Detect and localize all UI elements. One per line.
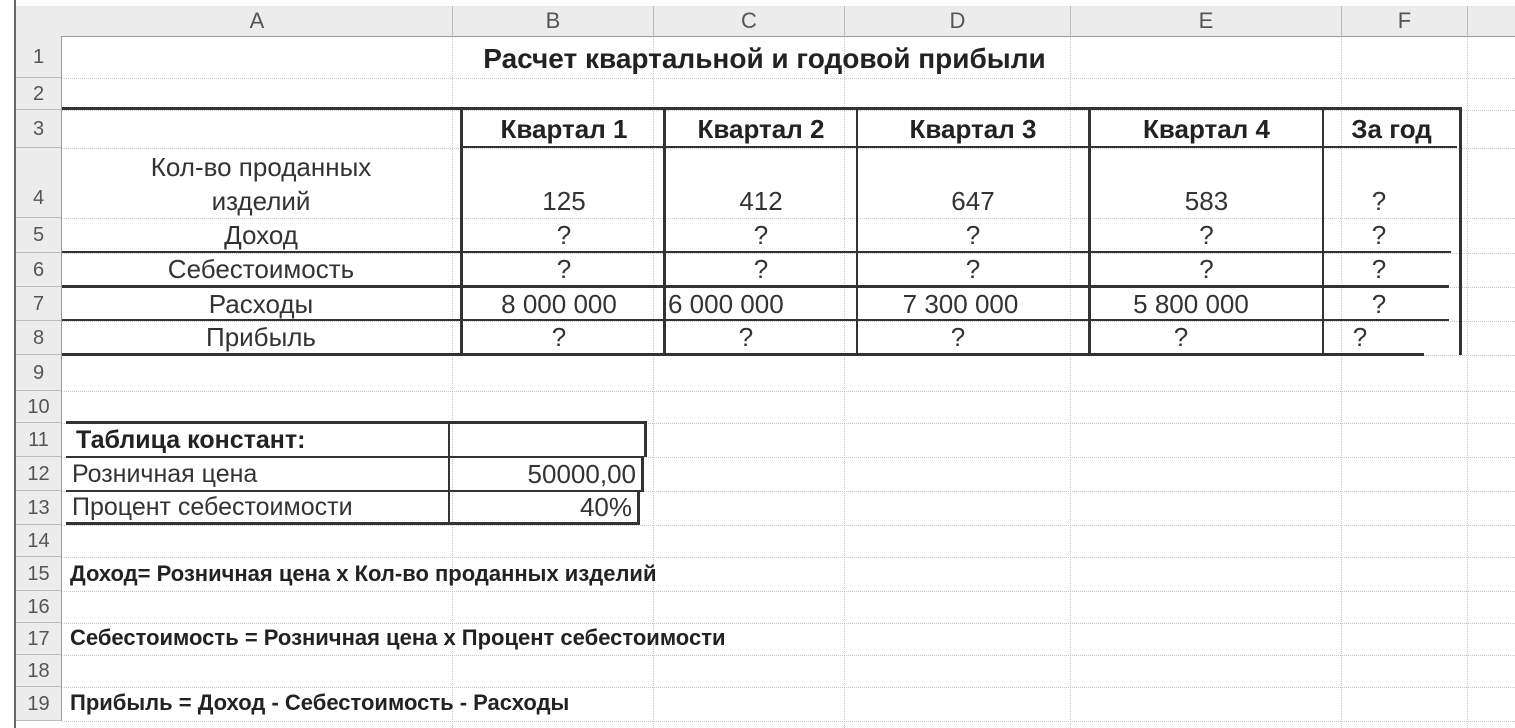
- row-header-4[interactable]: 4: [16, 148, 62, 218]
- expenses-q1[interactable]: 8 000 000: [501, 289, 617, 319]
- qty-year[interactable]: ?: [1371, 186, 1387, 216]
- label-expenses[interactable]: Расходы: [208, 289, 314, 319]
- income-year[interactable]: ?: [1371, 220, 1387, 250]
- header-year[interactable]: За год: [1351, 114, 1432, 144]
- constants-price-label[interactable]: Розничная цена: [72, 460, 258, 488]
- row-header-18[interactable]: 18: [16, 655, 62, 687]
- constants-percent-label[interactable]: Процент себестоимости: [72, 493, 353, 521]
- label-cost[interactable]: Себестоимость: [167, 254, 355, 284]
- row-header-16[interactable]: 16: [16, 591, 62, 623]
- cost-q3[interactable]: ?: [965, 254, 981, 284]
- label-qty-line2[interactable]: изделий: [211, 186, 311, 216]
- row-header-14[interactable]: 14: [16, 525, 62, 557]
- expenses-q2[interactable]: 6 000 000: [668, 289, 784, 319]
- constants-title[interactable]: Таблица констант:: [76, 426, 306, 454]
- qty-q2[interactable]: 412: [739, 186, 783, 216]
- label-profit[interactable]: Прибыль: [206, 322, 316, 352]
- income-q2[interactable]: ?: [753, 220, 769, 250]
- column-header-c[interactable]: C: [654, 6, 845, 37]
- sheet-title[interactable]: Расчет квартальной и годовой прибыли: [483, 43, 1046, 74]
- row-header-17[interactable]: 17: [16, 623, 62, 655]
- cost-q1[interactable]: ?: [556, 254, 572, 284]
- column-header-a[interactable]: A: [62, 6, 453, 37]
- label-income[interactable]: Доход: [224, 220, 298, 250]
- constants-percent-value[interactable]: 40%: [579, 492, 632, 522]
- column-header-corner[interactable]: [16, 6, 63, 37]
- expenses-q4[interactable]: 5 800 000: [1133, 289, 1249, 319]
- profit-year[interactable]: ?: [1352, 322, 1368, 352]
- row-header-13[interactable]: 13: [16, 491, 62, 525]
- row-header-19[interactable]: 19: [16, 687, 62, 721]
- row-header-15[interactable]: 15: [16, 557, 62, 591]
- income-q3[interactable]: ?: [965, 220, 981, 250]
- qty-q4[interactable]: 583: [1184, 186, 1229, 216]
- expenses-year[interactable]: ?: [1371, 289, 1387, 319]
- column-header-b[interactable]: B: [453, 6, 654, 37]
- label-qty-line1[interactable]: Кол-во проданных: [150, 152, 372, 182]
- qty-q1[interactable]: 125: [542, 186, 586, 216]
- header-quarter-1[interactable]: Квартал 1: [500, 114, 628, 144]
- column-header-d[interactable]: D: [845, 6, 1071, 37]
- cost-year[interactable]: ?: [1371, 254, 1387, 284]
- row-header-8[interactable]: 8: [16, 321, 62, 355]
- column-header-empty: [1468, 6, 1515, 37]
- cost-q2[interactable]: ?: [753, 254, 769, 284]
- header-quarter-4[interactable]: Квартал 4: [1143, 114, 1270, 144]
- formula-cost[interactable]: Себестоимость = Розничная цена х Процент себестоимости: [70, 625, 726, 650]
- column-header-e[interactable]: E: [1071, 6, 1342, 37]
- profit-q4[interactable]: ?: [1173, 322, 1189, 352]
- row-header-6[interactable]: 6: [16, 253, 62, 287]
- row-header-12[interactable]: 12: [16, 457, 62, 491]
- row-header-11[interactable]: 11: [16, 423, 62, 457]
- row-header-5[interactable]: 5: [16, 218, 62, 253]
- header-quarter-2[interactable]: Квартал 2: [697, 114, 825, 144]
- row-header-7[interactable]: 7: [16, 287, 62, 321]
- profit-q1[interactable]: ?: [551, 322, 567, 352]
- formula-profit[interactable]: Прибыль = Доход - Себестоимость - Расходы: [70, 690, 570, 715]
- profit-q3[interactable]: ?: [950, 322, 966, 352]
- cost-q4[interactable]: ?: [1199, 254, 1214, 284]
- row-header-2[interactable]: 2: [16, 78, 62, 110]
- income-q1[interactable]: ?: [556, 220, 572, 250]
- qty-q3[interactable]: 647: [951, 186, 995, 216]
- row-header-3[interactable]: 3: [16, 110, 62, 148]
- header-quarter-3[interactable]: Квартал 3: [909, 114, 1037, 144]
- constants-price-value[interactable]: 50000,00: [527, 459, 636, 489]
- expenses-q3[interactable]: 7 300 000: [902, 289, 1019, 319]
- formula-income[interactable]: Доход= Розничная цена х Кол-во проданных изделий: [70, 561, 657, 586]
- profit-q2[interactable]: ?: [738, 322, 754, 352]
- column-header-f[interactable]: F: [1342, 6, 1468, 37]
- row-header-1[interactable]: 1: [16, 36, 62, 78]
- income-q4[interactable]: ?: [1199, 220, 1214, 250]
- row-header-9[interactable]: 9: [16, 355, 62, 391]
- row-header-10[interactable]: 10: [16, 391, 62, 423]
